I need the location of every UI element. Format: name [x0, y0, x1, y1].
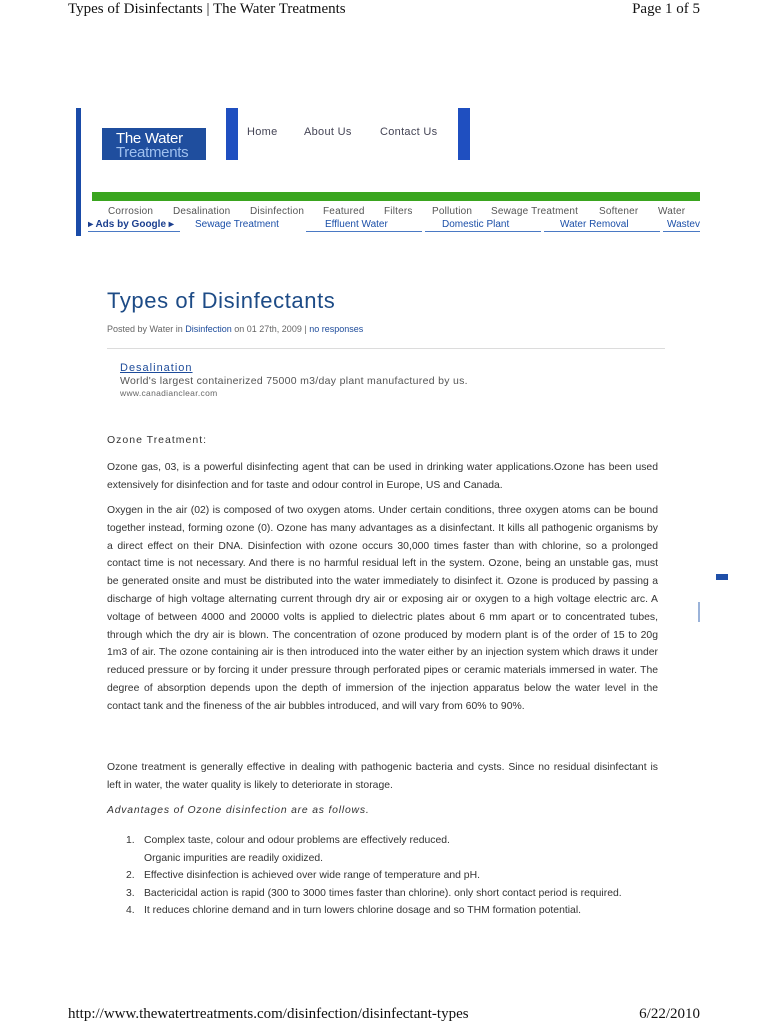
meta-responses-link[interactable]: no responses	[309, 324, 364, 334]
ad-link[interactable]: Sewage Treatment	[195, 219, 279, 230]
ads-label: ▸ Ads by Google ▸	[88, 219, 174, 230]
nav-home-link[interactable]: Home	[247, 126, 278, 138]
category-link[interactable]: Desalination	[173, 206, 231, 217]
category-link[interactable]: Featured	[323, 206, 365, 217]
ad-link[interactable]: Water Removal	[560, 219, 629, 230]
meta-date: on 01 27th, 2009 |	[234, 324, 307, 334]
list-text: Complex taste, colour and odour problems are effectively reduced.	[144, 835, 450, 846]
paragraph: Ozone gas, 03, is a powerful disinfecting agent that can be used in drinking water applications.Ozone has been used extensively for disinfection and for taste and odour control in Europe, US and Canada.	[107, 462, 658, 491]
divider	[107, 348, 665, 349]
list-text: Bactericidal action is rapid (300 to 3000 times faster than chlorine). only short contact period is required.	[144, 887, 622, 899]
paragraph: Oxygen in the air (02) is composed of two oxygen atoms. Under certain conditions, three oxygen atoms can be bound together instead, forming ozone (0). Ozone has many advantages as a disinfectant. It kills all pathogenic organisms by a direct effect on their DNA. Disinfection with ozone occurs 30,000 times faster than with chlorine, so a prolonged contact time is not necessary. And there is no harmful residual left in the system. Ozone, being an unstable gas, must be generated onsite and must be distributed into the water immediately to disinfect it. Ozone is produced by passing a discharge of high voltage alternating current through dry air or exposing air or oxygen to a high voltage electric arc. A voltage of between 4000 and 20000 volts is applied to dielectric plates about 6 mm apart or to concentrated tubes, through which the dry air is blown. The concentration of ozone produced by modern plant is of the order of 15 to 20g 1m3 of air. The ozone containing air is then introduced into the water either by an injection system which draws it under reduced pressure or by forcing it under pressure through perforated pipes or ceramic materials immersed in water. The degree of absorption depends upon the depth of immersion of the injection apparatus below the water level in the contact tank and the fineness of the air bubbles introduced, and will vary from 60% to 90%.	[107, 505, 658, 712]
sidebar-decor-mark	[716, 574, 728, 580]
meta-category-link[interactable]: Disinfection	[185, 324, 232, 334]
ads-underline	[663, 231, 700, 232]
logo-line-1: The Water	[116, 130, 183, 147]
advantages-heading: Advantages of Ozone disinfection are as follows.	[107, 805, 370, 816]
print-footer-date: 6/22/2010	[639, 1006, 700, 1022]
list-number: 3.	[126, 887, 135, 899]
category-bar	[92, 192, 700, 201]
ads-underline	[425, 231, 541, 232]
category-link[interactable]: Sewage Treatment	[491, 206, 579, 217]
category-nav	[108, 206, 700, 220]
list-text: Effective disinfection is achieved over wide range of temperature and pH.	[144, 870, 480, 882]
ads-underline	[306, 231, 422, 232]
list-number: 4.	[126, 905, 135, 917]
print-page-number: Page 1 of 5	[632, 1, 700, 17]
category-link[interactable]: Water	[658, 206, 686, 217]
paragraph: Ozone treatment is generally effective in dealing with pathogenic bacteria and cysts. Since no residual disinfectant is left in water, the water quality is likely to deteriorate in storage.	[107, 762, 658, 791]
list-text: Organic impurities are readily oxidized.	[144, 852, 324, 864]
ad-link[interactable]: Wastev	[667, 219, 700, 230]
category-link[interactable]: Filters	[384, 206, 413, 217]
article-title: Types of Disinfectants	[107, 288, 336, 313]
logo-line-2: Treatments	[116, 144, 189, 160]
print-header	[0, 0, 768, 22]
list-number: 1.	[126, 835, 135, 846]
print-page-title: Types of Disinfectants | The Water Treatments	[68, 1, 346, 17]
text-ad[interactable]	[120, 362, 468, 398]
category-link[interactable]: Corrosion	[108, 206, 154, 217]
ads-by-google-bar	[88, 219, 700, 233]
nav-contact-link[interactable]: Contact Us	[380, 126, 438, 138]
ad-link[interactable]: Domestic Plant	[442, 219, 510, 230]
left-decor-rail	[76, 108, 81, 236]
text-ad-description: World's largest containerized 75000 m3/day plant manufactured by us.	[120, 375, 468, 387]
article-meta	[107, 324, 363, 334]
list-item	[126, 867, 658, 885]
category-link[interactable]: Softener	[599, 206, 639, 217]
advantages-list	[126, 832, 658, 920]
list-text: It reduces chlorine demand and in turn lowers chlorine dosage and so THM formation potential.	[144, 905, 582, 917]
category-link[interactable]: Disinfection	[250, 206, 305, 217]
section-heading: Ozone Treatment:	[107, 434, 208, 446]
text-ad-title[interactable]: Desalination	[120, 362, 193, 374]
site-logo[interactable]	[102, 128, 206, 160]
nav-about-link[interactable]: About Us	[304, 126, 352, 138]
meta-posted-by: Posted by Water in	[107, 324, 183, 334]
nav-decor-left	[226, 108, 238, 160]
ads-underline	[544, 231, 660, 232]
list-item	[126, 885, 658, 903]
ads-underline	[88, 231, 180, 232]
ads-label-text: Ads by Google	[95, 219, 166, 230]
print-footer-url: http://www.thewatertreatments.com/disinfection/disinfectant-types	[68, 1006, 469, 1022]
sidebar-decor-line	[698, 602, 700, 622]
list-item	[126, 832, 658, 867]
nav-decor-right	[458, 108, 470, 160]
list-item	[126, 902, 658, 920]
text-ad-url[interactable]: www.canadianclear.com	[120, 388, 218, 398]
category-link[interactable]: Pollution	[432, 206, 473, 217]
ad-link[interactable]: Effluent Water	[325, 219, 388, 230]
list-number: 2.	[126, 870, 135, 882]
